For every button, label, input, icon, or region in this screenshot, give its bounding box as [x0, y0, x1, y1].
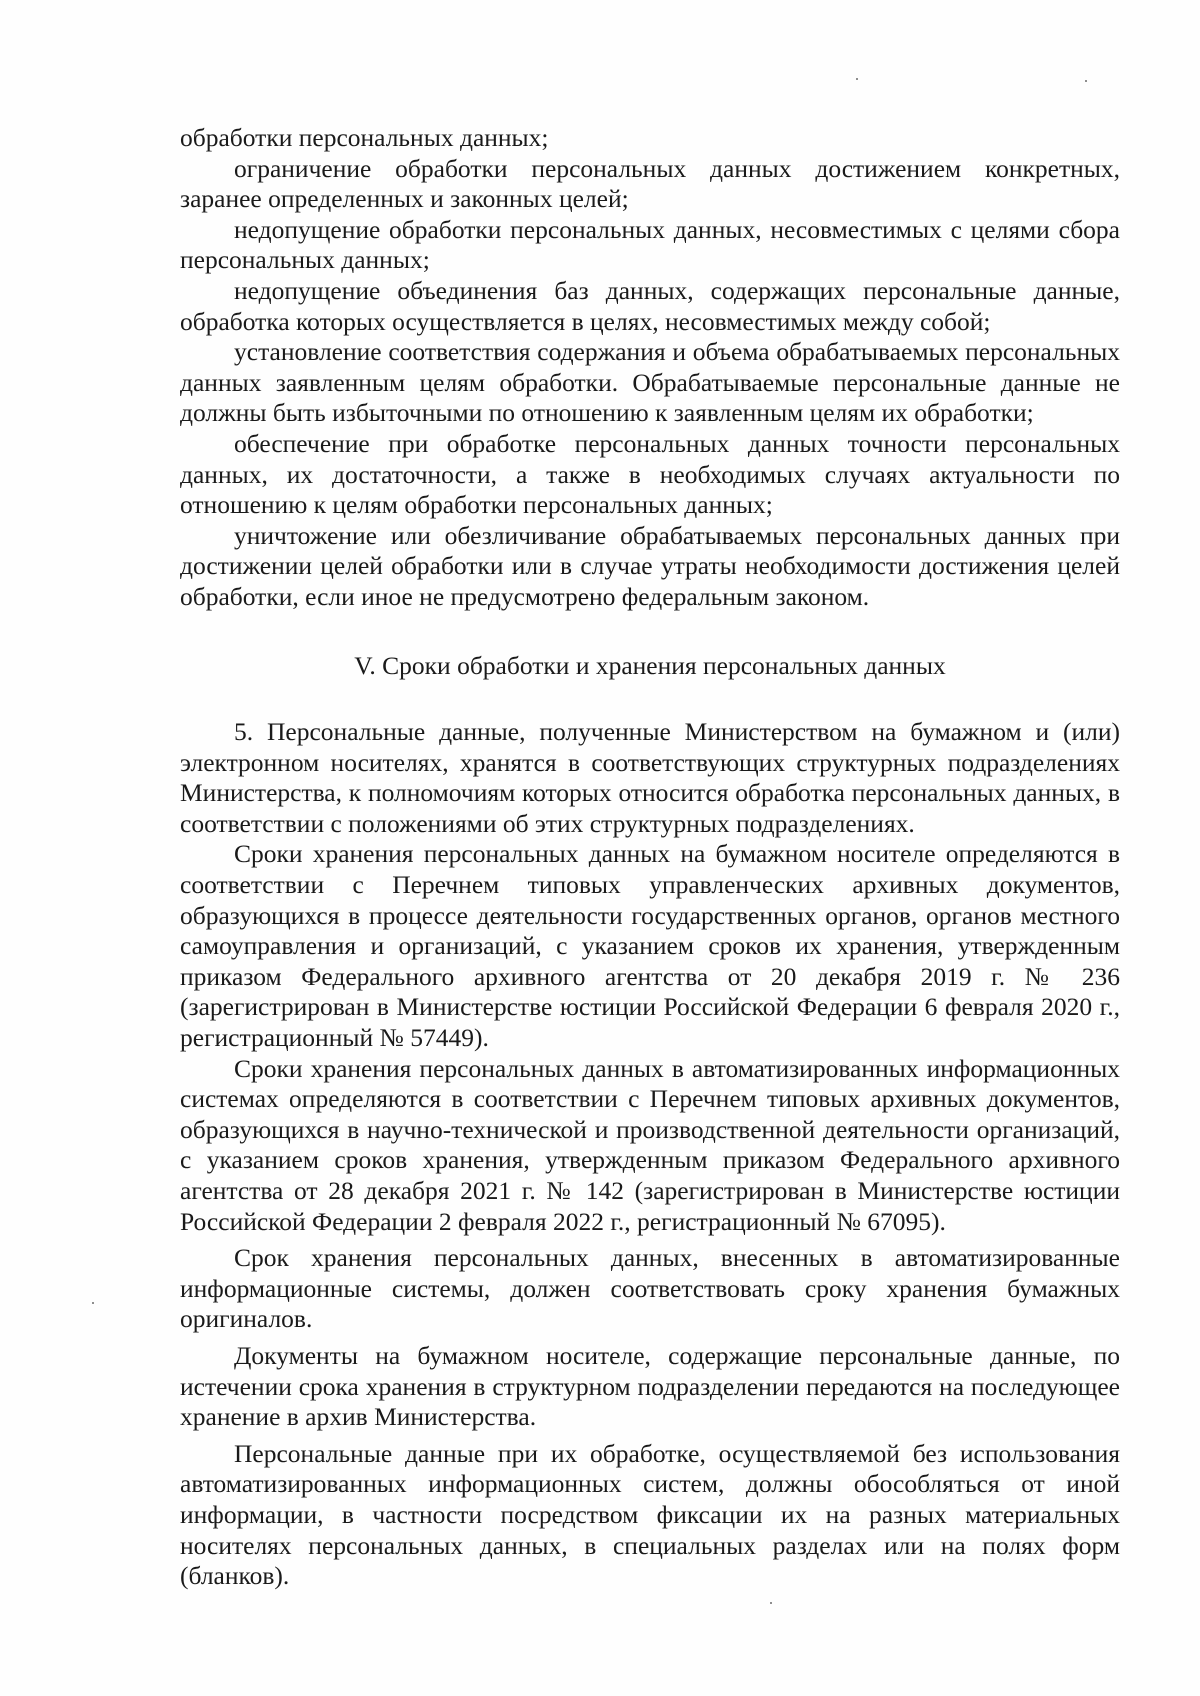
paragraph: Сроки хранения персональных данных в автоматизированных информационных системах определяются в соответствии с Перечнем типовых архивных документов, образующихся в научно-технической и производственной деятельности организаций, с указанием сроков хранения, утвержденным приказом Федерального архивного агентства от 28 декабря 2021 г. № 142 (зарегистрирован в Министерстве юстиции Российской Федерации 2 февраля 2022 г., регистрационный № 67095).	[180, 1053, 1120, 1236]
paragraph: недопущение обработки персональных данных, несовместимых с целями сбора персональных данных;	[180, 214, 1120, 275]
paragraph: Документы на бумажном носителе, содержащие персональные данные, по истечении срока хранения в структурном подразделении передаются на последующее хранение в архив Министерства.	[180, 1340, 1120, 1432]
section-title: V. Сроки обработки и хранения персональных данных	[354, 650, 946, 680]
paragraph: уничтожение или обезличивание обрабатываемых персональных данных при достижении целей обработки или в случае утраты необходимости достижения целей обработки, если иное не предусмотрено федеральным законом.	[180, 520, 1120, 611]
scan-speck	[92, 1302, 94, 1304]
paragraph: недопущение объединения баз данных, содержащих персональные данные, обработка которых осуществляется в целях, несовместимых между собой;	[180, 275, 1120, 336]
paragraph: Персональные данные при их обработке, осуществляемой без использования автоматизированных информационных систем, должны обособляться от иной информации, в частности посредством фиксации их на разных материальных носителях персональных данных, в специальных разделах или на полях форм (бланков).	[180, 1438, 1120, 1591]
scan-speck	[856, 78, 858, 80]
paragraph: обеспечение при обработке персональных данных точности персональных данных, их достаточности, а также в необходимых случаях актуальности по отношению к целям обработки персональных данных;	[180, 428, 1120, 520]
paragraph: обработки персональных данных;	[180, 123, 549, 152]
paragraph: ограничение обработки персональных данных достижением конкретных, заранее определенных и законных целей;	[180, 153, 1120, 214]
paragraph: 5. Персональные данные, полученные Министерством на бумажном и (или) электронном носителях, хранятся в соответствующих структурных подразделениях Министерства, к полномочиям которых относится обработка персональных данных, в соответствии с положениями об этих структурных подразделениях.	[180, 717, 1120, 838]
paragraph: Срок хранения персональных данных, внесенных в автоматизированные информационные системы, должен соответствовать сроку хранения бумажных оригиналов.	[180, 1243, 1120, 1334]
paragraph: установление соответствия содержания и объема обрабатываемых персональных данных заявленным целям обработки. Обрабатываемые персональные данные не должны быть избыточными по отношению к заявленным целям их обработки;	[180, 337, 1120, 428]
scan-speck	[1085, 80, 1087, 82]
scan-speck	[770, 1602, 772, 1604]
paragraph: Сроки хранения персональных данных на бумажном носителе определяются в соответствии с Перечнем типовых управленческих архивных документов, образующихся в процессе деятельности государственных органов, органов местного самоуправления и организаций, с указанием сроков их хранения, утвержденным приказом Федерального архивного агентства от 20 декабря 2019 г. № 236 (зарегистрирован в Министерстве юстиции Российской Федерации 6 февраля 2020 г., регистрационный № 57449).	[180, 839, 1120, 1053]
document-body	[180, 123, 1120, 1592]
